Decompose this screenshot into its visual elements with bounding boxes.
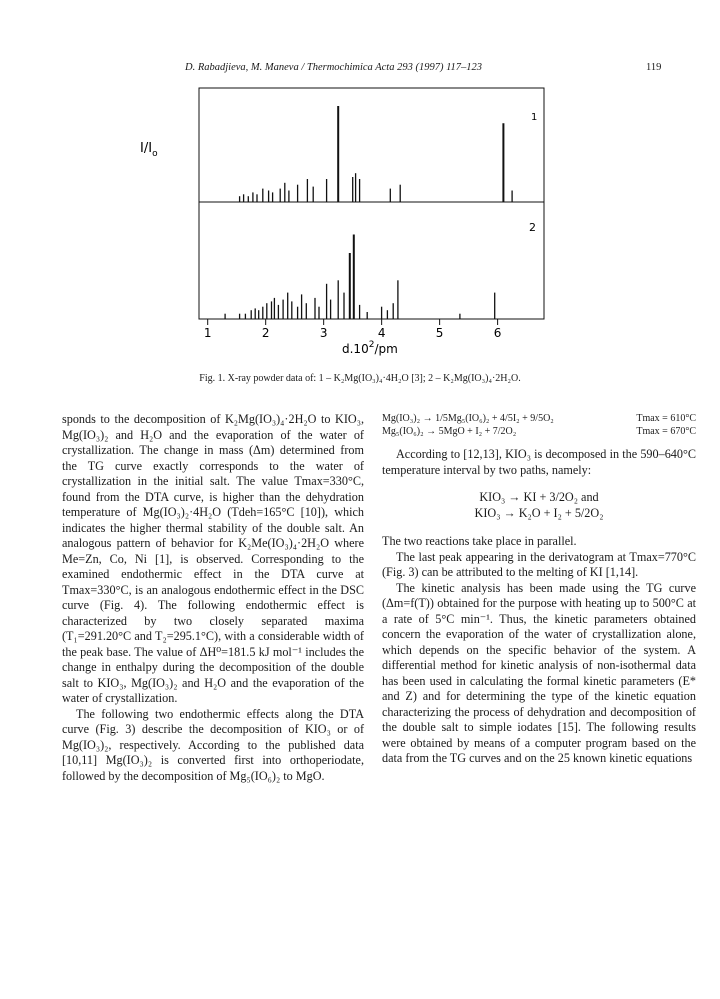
- panel2-peaks: [225, 235, 495, 320]
- x-tick-label: 4: [377, 326, 386, 340]
- figure-frame: [199, 88, 544, 319]
- right-column: [382, 412, 696, 767]
- left-paragraph-1: sponds to the decomposition of K₂Mg(IO₃)₄·2H₂O to KIO₃, Mg(IO₃)₂ and H₂O and the evaporation of the water of crystallization. The change in mass (Δm) determined from the TG curve exactly corresponds to the water of crystallization in the initial salt. The value Tmax=330°C, found from the DTA curve, is higher than the dehydration temperature of Mg(IO₃)₂·4H₂O (Tdeh=165°C [10]), which indicates the higher thermal stability of the double salt. An analogous pattern of behavior for K₂Me(IO₃)₄·2H₂O where Me=Zn, Co, Ni [1], is observed. Corresponding to the examined endothermic effect in the DTA curve at Tmax=330°C, is an analogous endothermic effect in the DSC curve (Fig. 4). The following endothermic effect is characterized by two closely separated maxima (T₁=291.20°C and T₂=295.1°C), with a considerable width of the peak base. The value of ΔH⁰=181.5 kJ mol⁻¹ includes the change in enthalpy during the decomposition of the double salt to KIO₃, Mg(IO₃)₂ and H₂O and the evaporation of the water of crystallization.: [62, 412, 364, 705]
- reaction-1-temp: Tmax = 610°C: [636, 413, 696, 424]
- right-paragraph-4: The kinetic analysis has been made using the TG curve (Δm=f(T)) obtained for the purpose with heating up to 500°C at a rate of 5°C min⁻¹. Thus, the kinetic parameters obtained concern the evaporation of the water of crystallization alone, which depends on the specific behavior of the system. A differential method for kinetic analysis of non-isothermal data has been used in calculating the formal kinetic parameters (E* and Z) and for determining the type of the kinetic equation characterizing the process of dehydration and decomposition of the double salt to simple iodates [15]. The following results were obtained by means of a computer program based on the data from the TG curves and on the 25 known kinetic equations: [382, 580, 696, 765]
- running-header: [0, 62, 720, 78]
- x-tick-label: 3: [319, 326, 328, 340]
- x-tick-label: 6: [493, 326, 502, 340]
- reaction-2-temp: Tmax = 670°C: [636, 426, 696, 437]
- x-tick-label: 1: [203, 326, 212, 340]
- x-axis-ticks: [204, 319, 502, 340]
- y-axis-label: $I/I_o$: [140, 141, 158, 159]
- equation-1: KIO₃ → KI + 3/2O₂ and: [479, 490, 599, 504]
- right-paragraph-1: According to [12,13], KIO₃ is decomposed in the 590–640°C temperature interval by two paths, namely:: [382, 447, 696, 477]
- reaction-1-eq: Mg(IO₃)₂ → 1/5Mg₅(IO₆)₂ + 4/5I₂ + 9/5O₂: [382, 413, 554, 424]
- journal-citation: D. Rabadjieva, M. Maneva / Thermochimica Acta 293 (1997) 117–123: [185, 62, 483, 73]
- left-column: [62, 412, 364, 784]
- panel1-label: 1: [531, 112, 538, 123]
- equation-2: KIO₃ → K₂O + I₂ + 5/2O₂: [474, 506, 604, 520]
- left-paragraph-2: The following two endothermic effects along the DTA curve (Fig. 3) describe the decomposition of KIO₃ or of Mg(IO₃)₂, respectively. According to the published data [10,11] Mg(IO₃)₂ is converted first into orthoperiodate, followed by the decomposition of Mg₅(IO₆)₂ to MgO.: [62, 706, 364, 783]
- reaction-2: [382, 425, 696, 438]
- right-paragraph-3: The last peak appearing in the derivatogram at Tmax=770°C (Fig. 3) can be attributed to the melting of KI [1,14].: [382, 549, 696, 579]
- panel1-peaks: [240, 106, 512, 202]
- reaction-2-eq: Mg₅(IO₆)₂ → 5MgO + I₂ + 7/2O₂: [382, 426, 517, 437]
- x-tick-label: 5: [435, 326, 444, 340]
- page-number: 119: [646, 62, 662, 73]
- reaction-1: [382, 412, 696, 425]
- x-axis-label: $d.10^2/pm$: [342, 340, 398, 356]
- panel2-label: 2: [529, 221, 536, 234]
- figure-caption: Fig. 1. X-ray powder data of: 1 – K₂Mg(IO₃)₄·4H₂O [3]; 2 – K₂Mg(IO₃)₄·2H₂O.: [199, 373, 521, 384]
- x-tick-label: 2: [261, 326, 270, 340]
- xrd-figure: [0, 80, 720, 370]
- equation-block: [382, 489, 696, 521]
- right-paragraph-2: The two reactions take place in parallel.: [382, 534, 577, 548]
